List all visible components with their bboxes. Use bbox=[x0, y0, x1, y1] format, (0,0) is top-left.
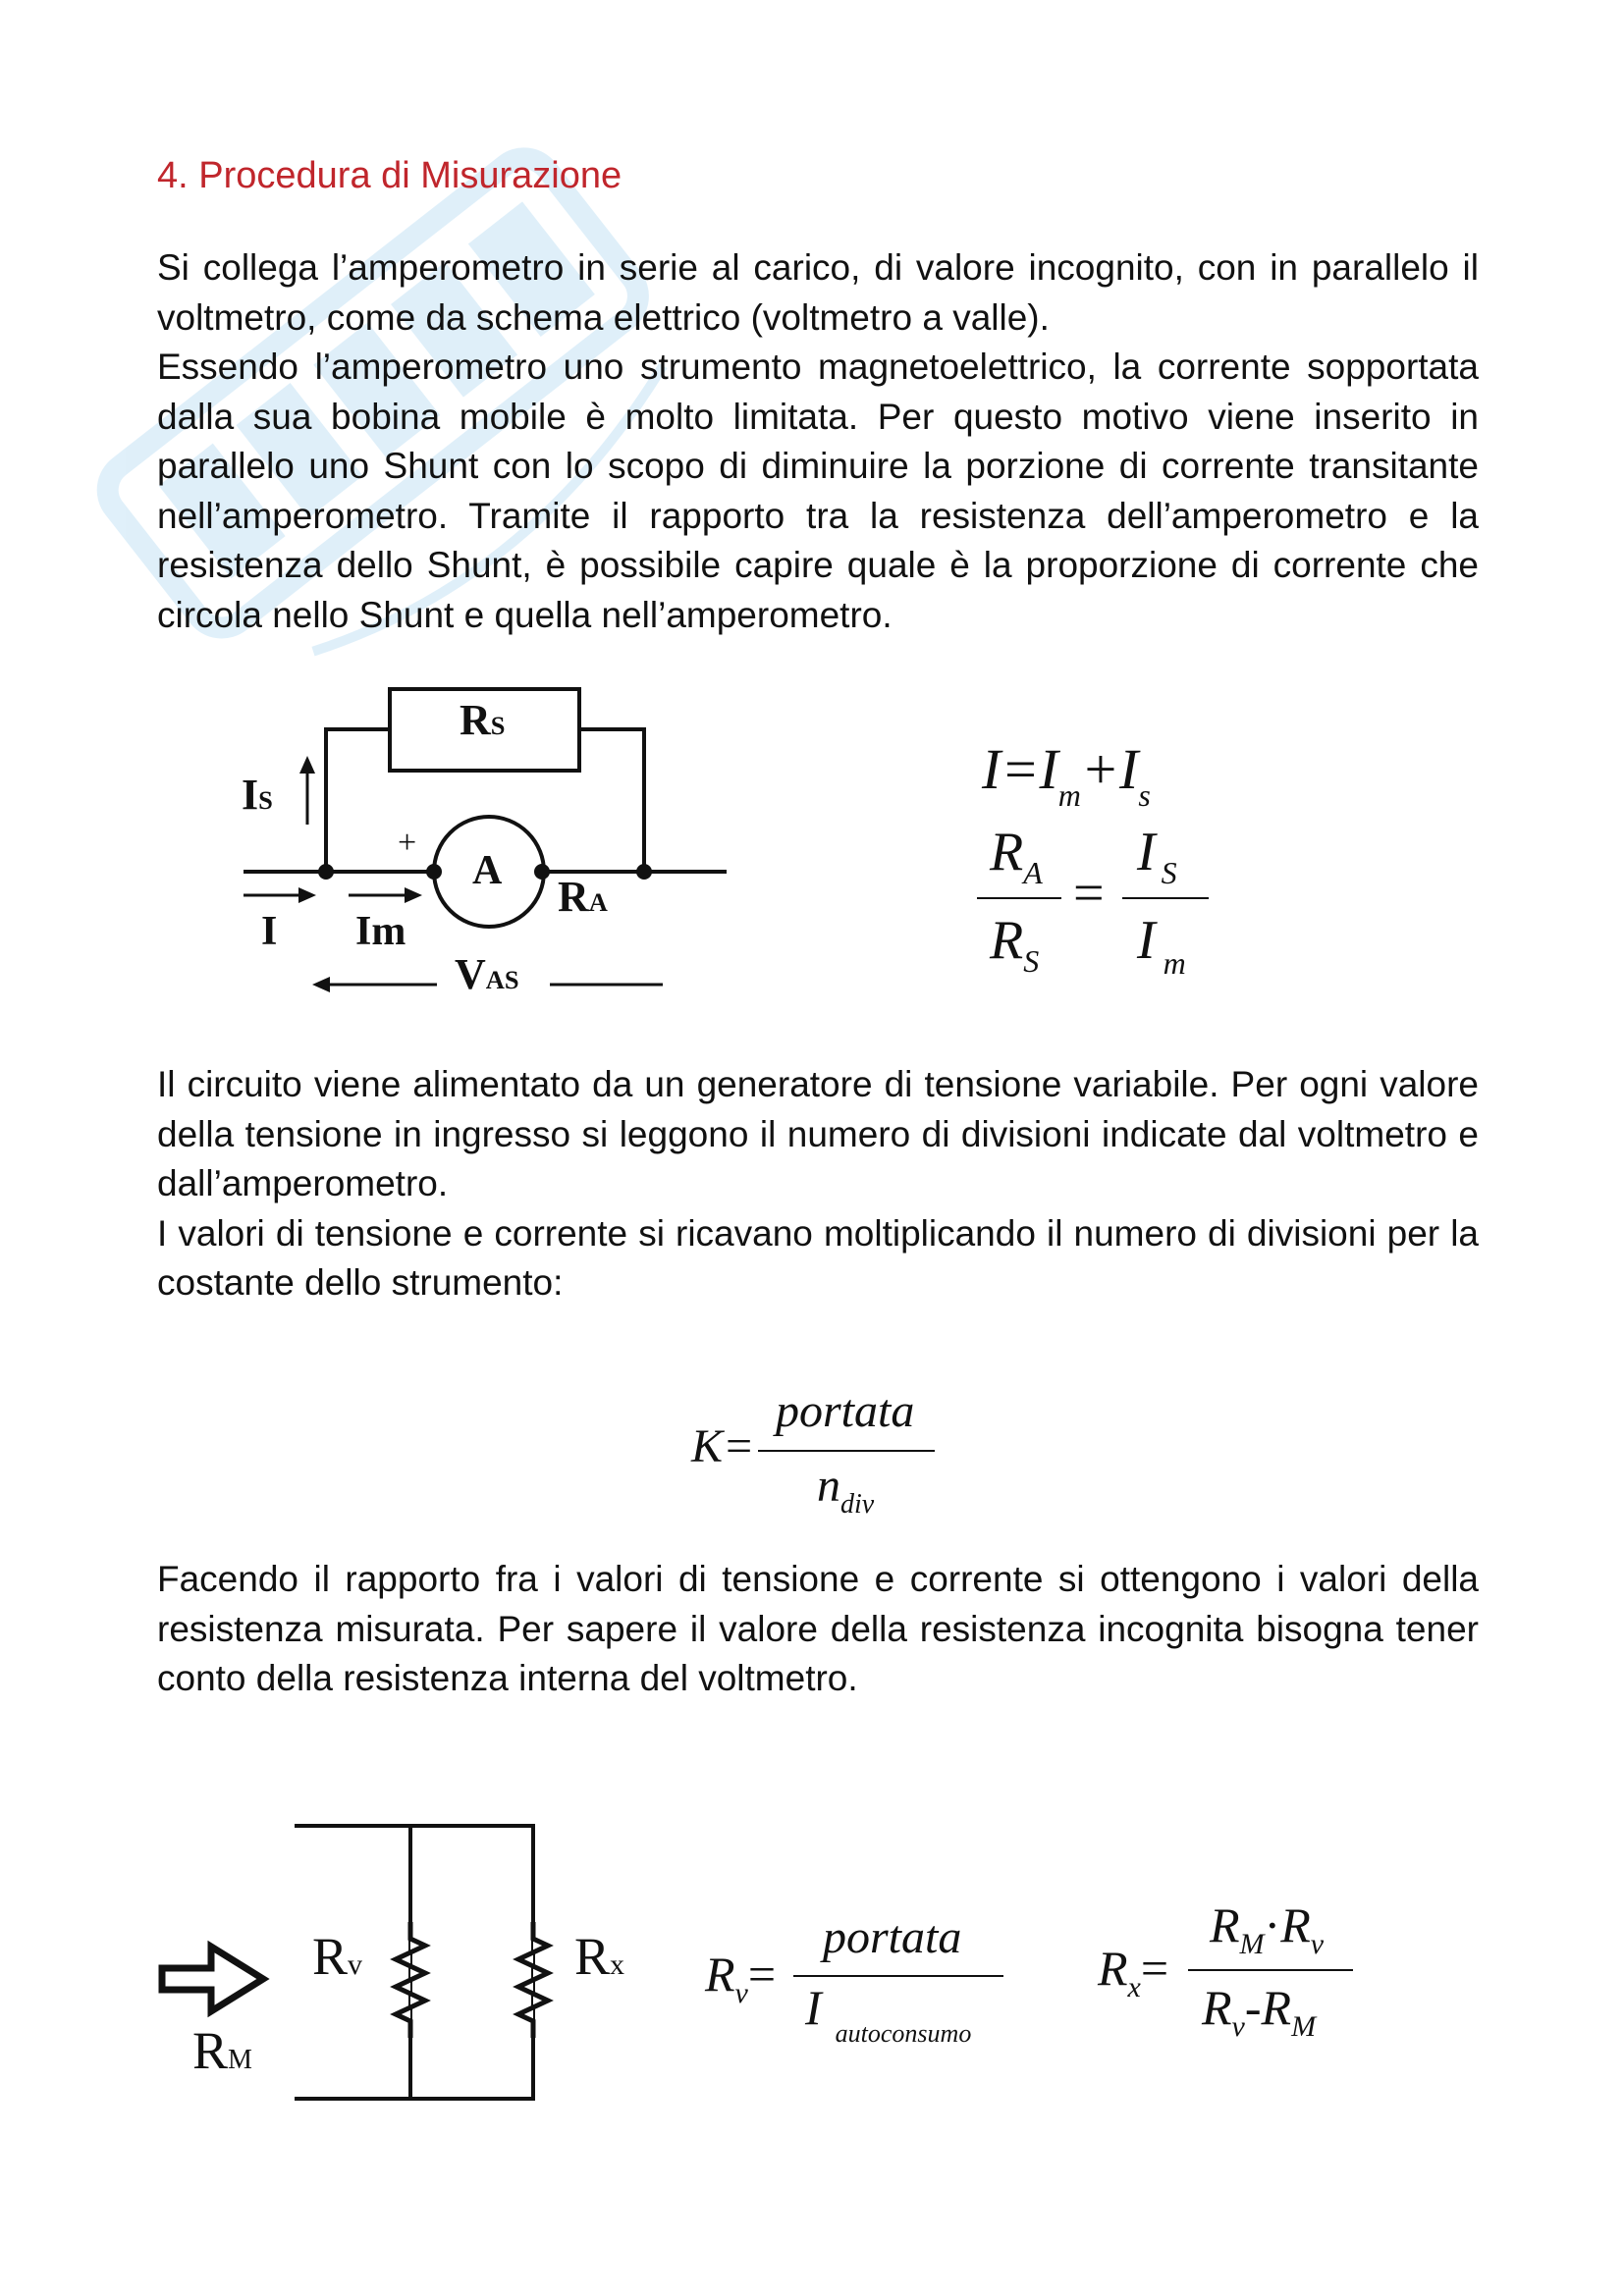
text-line: Essendo l’amperometro uno strumento magnetoelettrico, la corrente sopportata bbox=[157, 347, 1479, 387]
text-line: I valori di tensione e corrente si ricavano moltiplicando il numero di divisioni per la bbox=[157, 1212, 1479, 1254]
fraction-line bbox=[793, 1975, 1003, 1977]
section-heading: 4. Procedura di Misurazione bbox=[157, 155, 623, 196]
shunt-current-label: IS bbox=[242, 771, 273, 819]
rm-measured-label: RM bbox=[192, 2021, 252, 2080]
text-line: della tensione in ingresso si leggono il numero di divisioni indicate dal voltmetro e bbox=[157, 1113, 1479, 1154]
ratio-im: I $_m$ bbox=[1137, 910, 1186, 981]
fraction-line bbox=[758, 1450, 935, 1452]
rx-formula-lhs: $R_x=$ bbox=[1098, 1941, 1169, 2003]
rv-formula-denominator: I $_{autoconsumo}$ bbox=[805, 1980, 972, 2048]
text-line: parallelo uno Shunt con lo scopo di diminuire la porzione di corrente transitante bbox=[157, 446, 1479, 486]
ammeter-current-label: Im bbox=[355, 909, 406, 954]
text-line: Il circuito viene alimentato da un generatore di tensione variabile. Per ogni valore bbox=[157, 1064, 1479, 1104]
rx-resistor-label: Rx bbox=[574, 1927, 625, 1986]
ratio-is: I $_S$ bbox=[1137, 822, 1177, 890]
fraction-line bbox=[1188, 1969, 1353, 1971]
text-line: costante dello strumento: bbox=[157, 1262, 564, 1303]
current-sum-formula: $I=I_m+I_s$ bbox=[982, 737, 1151, 813]
paragraph-3 bbox=[157, 1555, 1479, 1704]
plus-terminal-label: + bbox=[398, 825, 417, 861]
rv-formula-numerator: portata bbox=[823, 1911, 962, 1963]
text-line: conto della resistenza interna del voltmetro. bbox=[157, 1658, 858, 1698]
voltage-label: VAS bbox=[455, 950, 519, 998]
text-line: circola nello Shunt e quella nell’amperometro. bbox=[157, 594, 893, 635]
text-line: dalla sua bobina mobile è molto limitata. Per questo motivo viene inserito in bbox=[157, 396, 1479, 437]
text-line: voltmetro, come da schema elettrico (voltmetro a valle). bbox=[157, 296, 1050, 338]
rx-formula-numerator: $R_M\cdot R_v$ bbox=[1210, 1897, 1325, 1960]
rv-resistor-label: Rv bbox=[312, 1927, 363, 1986]
rx-formula-denominator: $R_v-R_M$ bbox=[1202, 1980, 1317, 2043]
rv-formula-lhs: $R_v=$ bbox=[705, 1947, 777, 2009]
text-line: resistenza dello Shunt, è possibile capire quale è la proporzione di corrente che bbox=[157, 545, 1479, 585]
k-formula-numerator: portata bbox=[776, 1385, 915, 1437]
text-line: Si collega l’amperometro in serie al carico, di valore incognito, con in parallelo il bbox=[157, 247, 1479, 288]
ratio-rs: $R_S$ bbox=[990, 910, 1040, 979]
ratio-ra: $R_A$ bbox=[990, 822, 1043, 890]
k-formula-lhs: K= bbox=[691, 1420, 755, 1472]
paragraph-2 bbox=[157, 1060, 1479, 1308]
text-line: nell’amperometro. Tramite il rapporto tra la resistenza dell’amperometro e la bbox=[157, 495, 1479, 536]
fraction-line bbox=[977, 897, 1061, 899]
shunt-resistor-label: RS bbox=[460, 696, 506, 744]
text-line: Facendo il rapporto fra i valori di tensione e corrente si ottengono i valori della bbox=[157, 1559, 1479, 1599]
ammeter-resistance-label: RA bbox=[558, 873, 608, 921]
fraction-line bbox=[1122, 897, 1209, 899]
ammeter-symbol-label: A bbox=[472, 848, 503, 893]
paragraph-1 bbox=[157, 243, 1479, 640]
text-line: dall’amperometro. bbox=[157, 1163, 449, 1203]
text-line: resistenza misurata. Per sapere il valore della resistenza incognita bisogna tener bbox=[157, 1608, 1479, 1649]
k-formula-denominator: $n_{div}$ bbox=[817, 1460, 875, 1520]
equals-sign: = bbox=[1073, 863, 1105, 924]
total-current-label: I bbox=[261, 909, 278, 954]
